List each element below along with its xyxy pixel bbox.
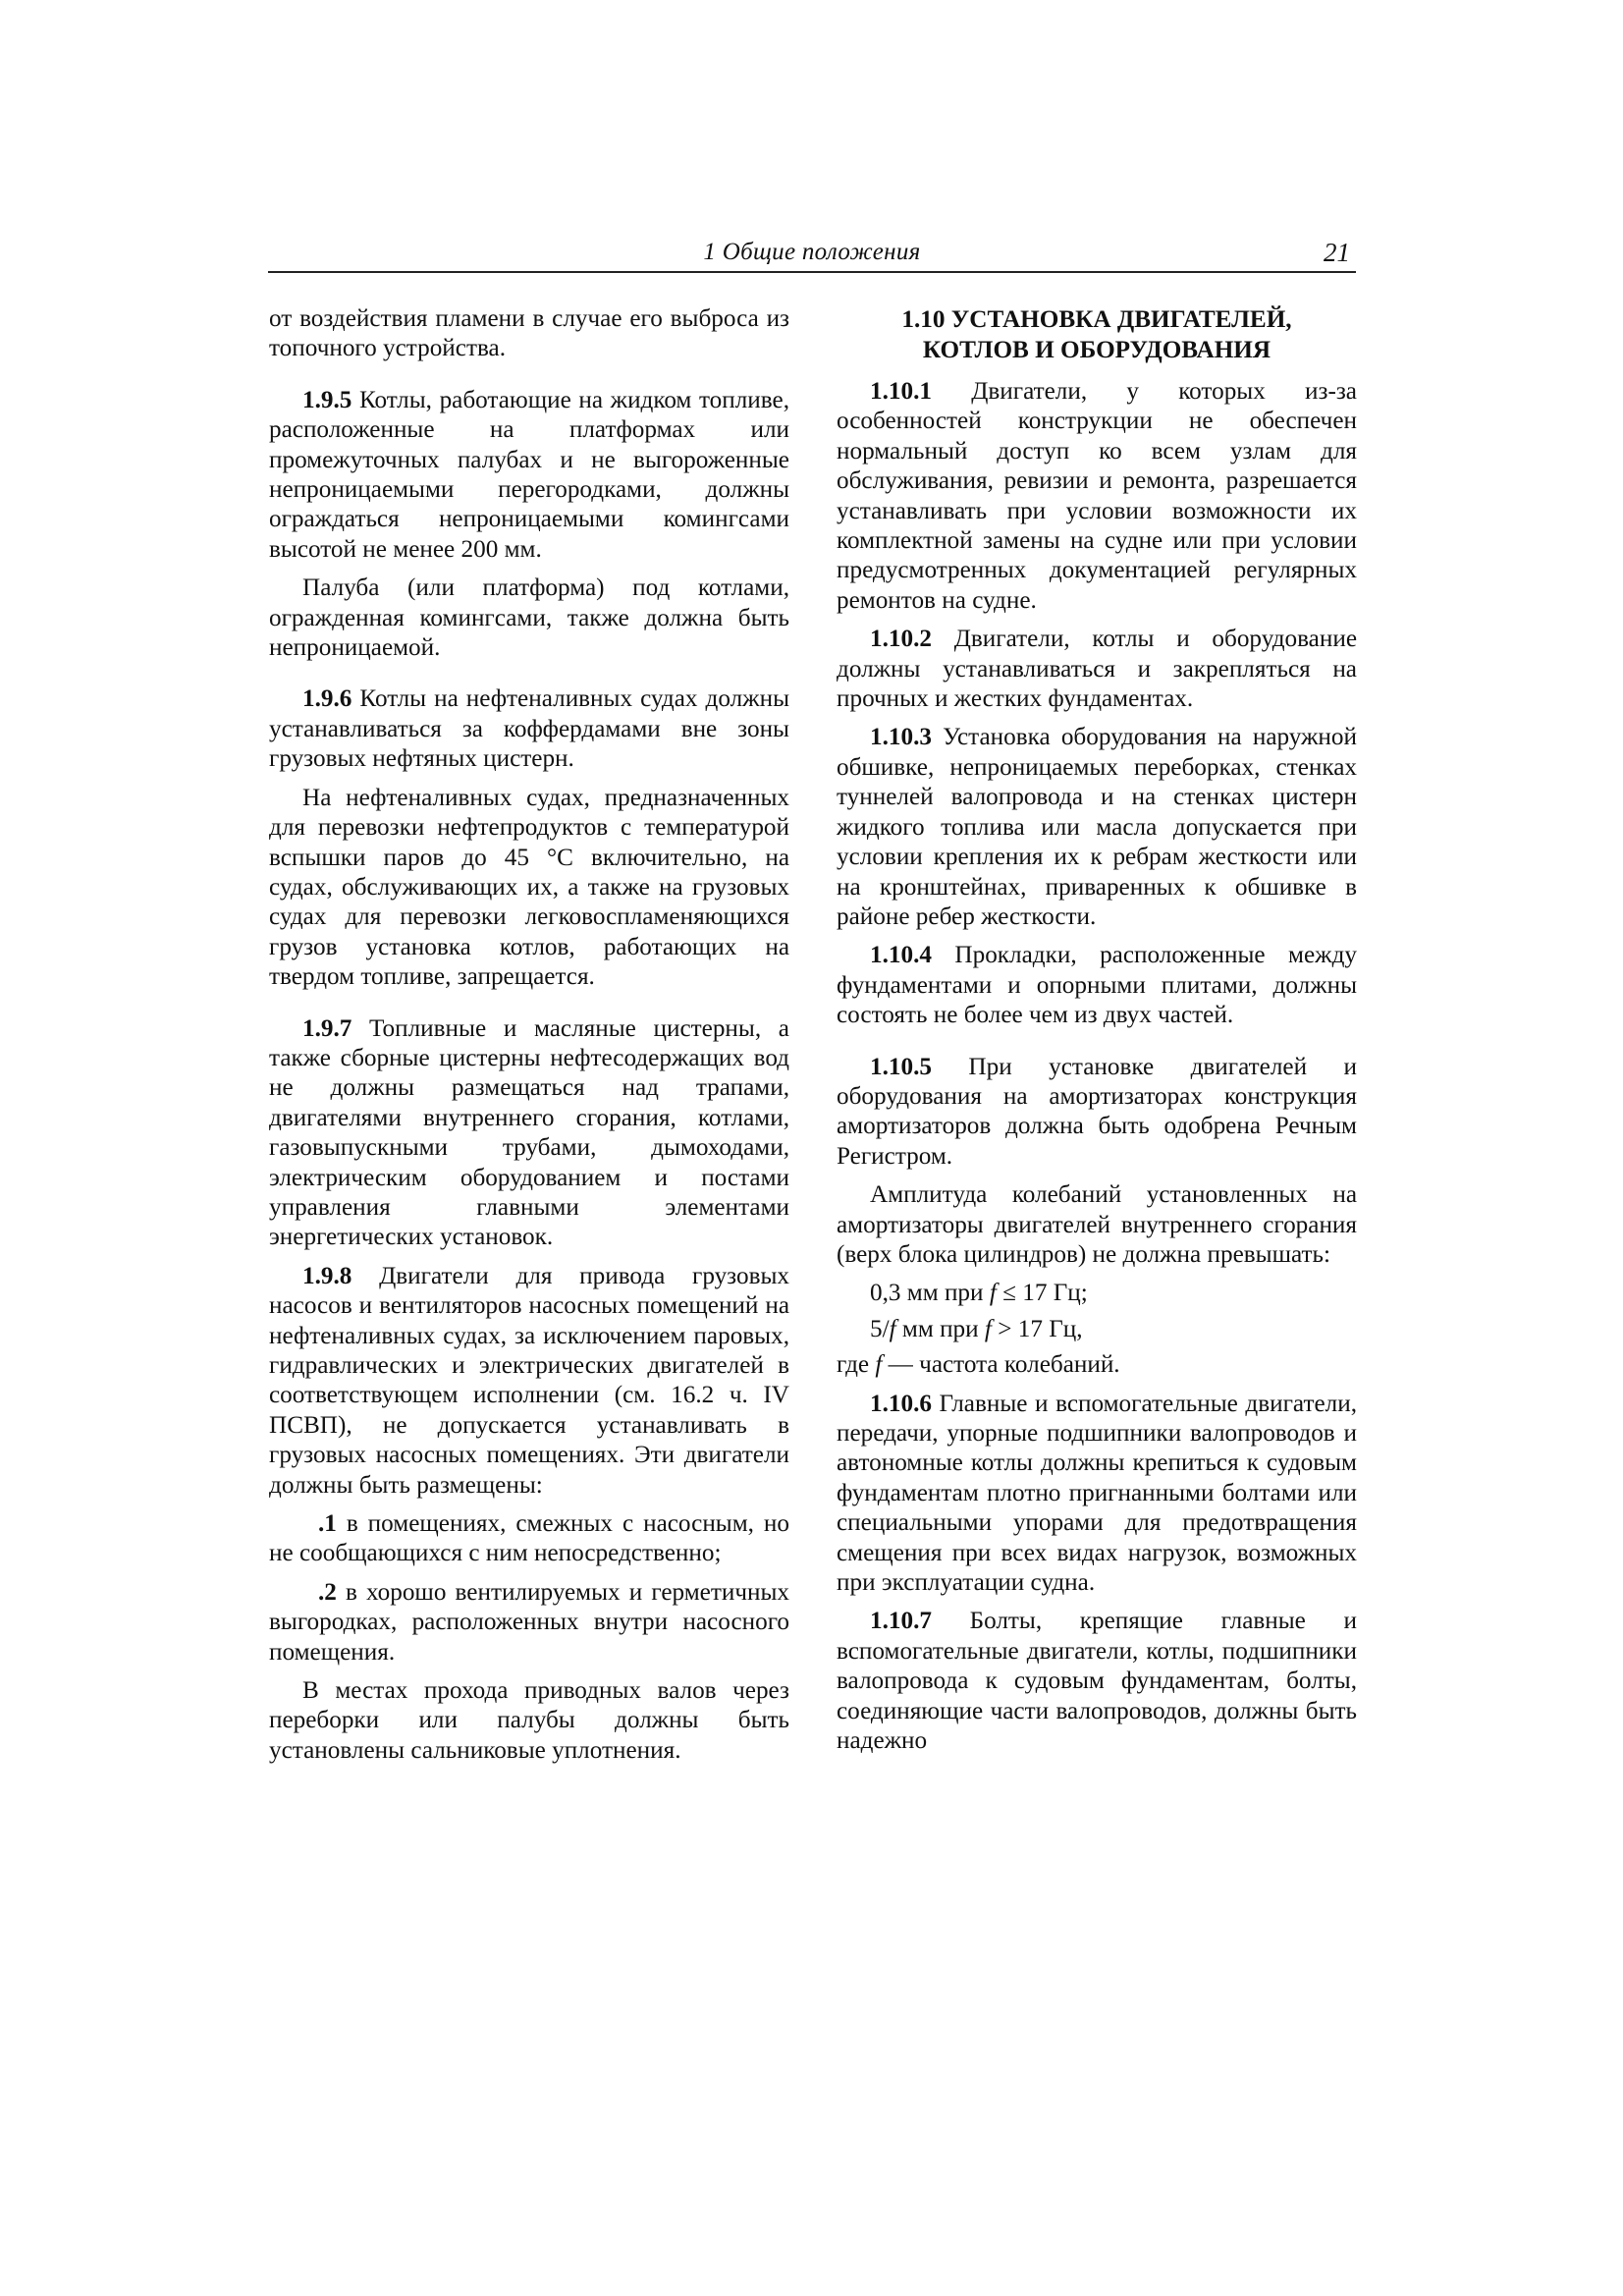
formula-text: > 17 Гц, <box>991 1315 1083 1342</box>
formula-definition <box>837 1350 1357 1380</box>
clause-text: Прокладки, расположенные между фундаментами и опорными плитами, должны состоять не более чем из двух частей. <box>837 942 1357 1029</box>
formula-text: 0,3 мм при <box>870 1280 990 1307</box>
clause-1-9-7 <box>269 1014 789 1253</box>
paragraph: На нефтеналивных судах, предназначенных для перевозки нефтепродуктов с температурой вспышки паров до 45 °C включительно, на судах, обслуживающих их, а также на грузовых судах для перевозки легковоспламеняющихся грузов установка котлов, работающих на твердом топливе, запрещается. <box>269 784 789 991</box>
clause-1-10-4 <box>837 941 1357 1030</box>
clause-1-10-5 <box>837 1053 1357 1173</box>
clause-number: 1.10.7 <box>870 1608 932 1635</box>
clause-1-10-7 <box>837 1607 1357 1756</box>
item-number: .1 <box>318 1510 337 1538</box>
clause-text: Двигатели для привода грузовых насосов и вентиляторов насосных помещений на нефтеналивных судах, за исключением паровых, гидравлических и электрических двигателей в соответствующем исполнении (см. 16.2 ч. IV ПСВП), не допускается устанавливать в грузовых насосных помещениях. Эти двигатели должны быть размещены: <box>269 1262 789 1499</box>
clause-number: 1.10.3 <box>870 724 932 751</box>
formula-variable: f <box>889 1315 896 1342</box>
formula-variable: f <box>984 1315 992 1342</box>
formula-text: мм при <box>895 1315 985 1342</box>
formula-text: 5/ <box>870 1315 890 1342</box>
page-header <box>268 238 1356 273</box>
clause-text: Котлы на нефтеналивных судах должны устанавливаться за коффердамами вне зоны грузовых нефтяных цистерн. <box>269 685 789 773</box>
clause-text: Двигатели, котлы и оборудование должны устанавливаться и закрепляться на прочных и жестких фундаментах. <box>837 626 1357 713</box>
formula-text: ≤ 17 Гц; <box>996 1280 1088 1307</box>
clause-number: 1.9.8 <box>302 1262 352 1289</box>
clause-text: Установка оборудования на наружной обшивке, непроницаемых переборках, стенках туннелей валопровода и на стенках цистерн жидкого топлива или масла допускается при условии крепления их к ребрам жесткости или на кронштейнах, приваренных к обшивке в районе ребер жесткости. <box>837 724 1357 930</box>
list-item-1 <box>269 1509 789 1569</box>
section-title <box>837 304 1357 365</box>
clause-number: 1.10.6 <box>870 1390 932 1417</box>
paragraph-continuation: от воздействия пламени в случае его выброса из топочного устройства. <box>269 305 789 362</box>
paragraph: В местах прохода приводных валов через переборки или палубы должны быть установлены сальниковые уплотнения. <box>269 1677 789 1764</box>
page-number: 21 <box>1324 238 1350 267</box>
formula-text: — частота колебаний. <box>882 1351 1120 1379</box>
clause-1-10-1 <box>837 377 1357 616</box>
clause-number: 1.10.1 <box>870 378 932 405</box>
clause-number: 1.9.6 <box>302 685 352 713</box>
clause-1-9-5 <box>269 386 789 565</box>
clause-number: 1.10.2 <box>870 626 932 653</box>
list-item-2 <box>269 1578 789 1667</box>
item-number: .2 <box>318 1578 337 1606</box>
paragraph: Амплитуда колебаний установленных на амортизаторы двигателей внутреннего сгорания (верх блока цилиндров) не должна превышать: <box>837 1181 1357 1268</box>
formula-line-2 <box>837 1315 1357 1344</box>
formula-text: где <box>837 1351 876 1379</box>
clause-1-10-6 <box>837 1390 1357 1599</box>
formula-variable: f <box>989 1280 997 1307</box>
clause-text: При установке двигателей и оборудования на амортизаторах конструкция амортизаторов должна быть одобрена Речным Регистром. <box>837 1053 1357 1170</box>
clause-text: Болты, крепящие главные и вспомогательные двигатели, котлы, подшипники валопровода к судовым фундаментам, болты, соединяющие части валопроводов, должны быть надежно <box>837 1608 1357 1755</box>
clause-text: Топливные и масляные цистерны, а также сборные цистерны нефтесодержащих вод не должны размещаться над трапами, двигателями внутреннего сгорания, котлами, газовыпускными трубами, дымоходами, электрическим оборудованием и постами управления главными элементами энергетических установок. <box>269 1014 789 1251</box>
clause-number: 1.9.7 <box>302 1014 352 1042</box>
left-column <box>269 304 789 1775</box>
clause-1-9-8 <box>269 1262 789 1501</box>
clause-text: Котлы, работающие на жидком топливе, расположенные на платформах или промежуточных палубах и не выгороженные непроницаемыми перегородками, должны ограждаться непроницаемыми комингсами высотой не менее 200 мм. <box>269 386 789 563</box>
clause-number: 1.10.4 <box>870 942 932 969</box>
formula-variable: f <box>875 1351 883 1379</box>
item-text: в хорошо вентилируемых и герметичных выгородках, расположенных внутри насосного помещения. <box>269 1578 789 1666</box>
section-title-line: 1.10 УСТАНОВКА ДВИГАТЕЛЕЙ, <box>901 306 1292 333</box>
paragraph: Палуба (или платформа) под котлами, огражденная комингсами, также должна быть непроницаемой. <box>269 574 789 662</box>
clause-number: 1.9.5 <box>302 386 352 413</box>
clause-1-9-6 <box>269 684 789 774</box>
clause-1-10-2 <box>837 625 1357 714</box>
running-title: 1 Общие положения <box>703 239 921 265</box>
section-title-line: КОТЛОВ И ОБОРУДОВАНИЯ <box>922 337 1271 363</box>
clause-text: Двигатели, у которых из-за особенностей конструкции не обеспечен нормальный доступ ко всем узлам для обслуживания, ревизии и ремонта, разрешается устанавливать при условии возможности их комплектной замены на судне или при условии предусмотренных документацией регулярных ремонтов на судне. <box>837 378 1357 614</box>
formula-line-1 <box>837 1279 1357 1308</box>
clause-1-10-3 <box>837 723 1357 932</box>
right-column <box>837 304 1357 1765</box>
item-text: в помещениях, смежных с насосным, но не сообщающихся с ним непосредственно; <box>269 1510 789 1567</box>
clause-text: Главные и вспомогательные двигатели, передачи, упорные подшипники валопроводов и автономные котлы должны крепиться к судовым фундаментам плотно пригнанными болтами или специальными упорами для предотвращения смещения при всех видах нагрузок, возможных при эксплуатации судна. <box>837 1390 1357 1597</box>
clause-number: 1.10.5 <box>870 1053 932 1080</box>
